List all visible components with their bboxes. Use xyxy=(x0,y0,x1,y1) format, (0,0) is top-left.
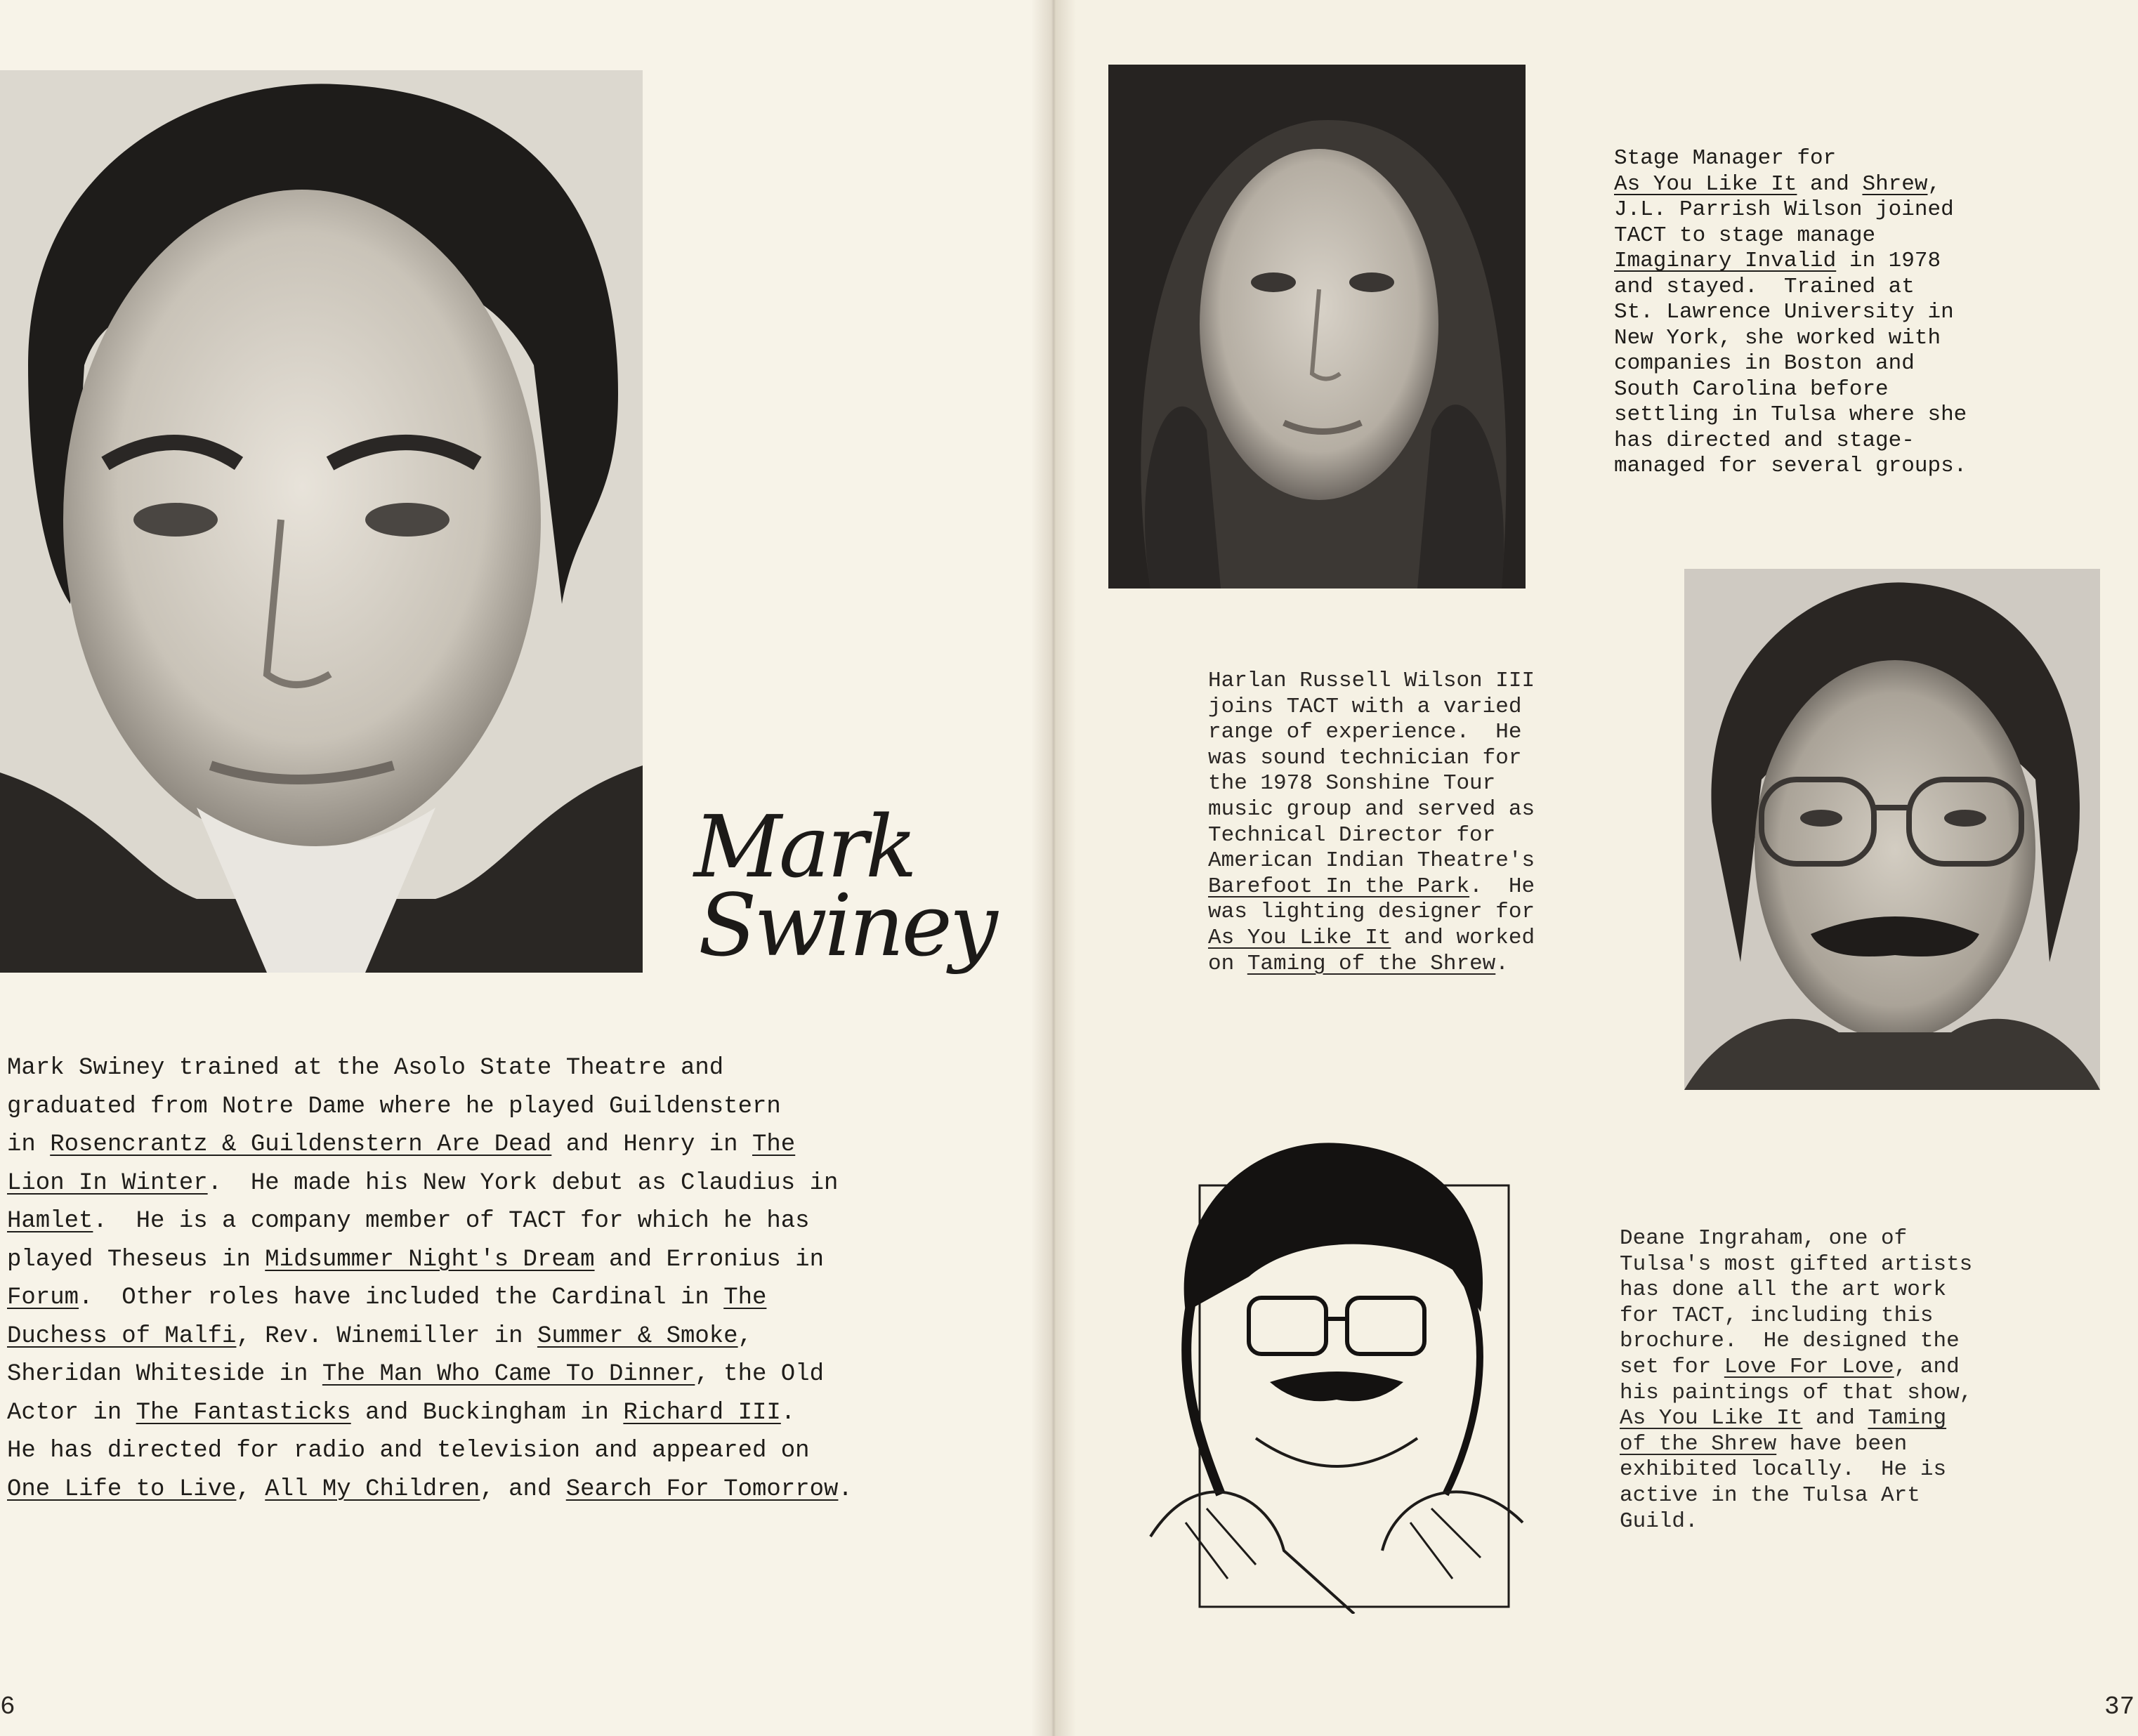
text-line xyxy=(1208,952,1535,978)
text-run: Mark Swiney trained at the Asolo State Theatre and xyxy=(7,1055,724,1081)
text-line xyxy=(7,1317,853,1356)
text-run: have been xyxy=(1776,1431,1908,1456)
text-line xyxy=(1614,454,1967,480)
title-underlined: Taming xyxy=(1868,1406,1947,1431)
text-line xyxy=(1208,874,1535,900)
text-line xyxy=(1614,197,1967,223)
text-run: played Theseus in xyxy=(7,1246,265,1273)
text-line xyxy=(1208,926,1535,952)
text-line xyxy=(7,1164,853,1203)
text-run: . xyxy=(780,1399,796,1426)
text-run: his paintings of that show, xyxy=(1620,1380,1973,1405)
title-underlined: Love For Love xyxy=(1724,1354,1894,1379)
text-run: , the Old xyxy=(695,1361,825,1388)
text-line xyxy=(1614,146,1967,172)
text-line xyxy=(7,1394,853,1433)
text-run: in xyxy=(7,1131,51,1158)
text-run: set for xyxy=(1620,1354,1724,1379)
text-line xyxy=(1614,300,1967,326)
text-line xyxy=(1208,695,1535,721)
text-line xyxy=(1620,1277,1972,1303)
text-run: . xyxy=(1495,951,1509,976)
text-run: Stage Manager for xyxy=(1614,146,1837,171)
title-underlined: The xyxy=(752,1131,796,1158)
harlan-wilson-portrait xyxy=(1684,569,2100,1090)
deane-ingraham-sketch xyxy=(1143,1129,1528,1614)
text-run: graduated from Notre Dame where he played Guildenstern xyxy=(7,1093,781,1120)
title-underlined: Imaginary Invalid xyxy=(1614,249,1837,273)
text-run: Sheridan Whiteside in xyxy=(7,1361,322,1388)
text-run: and Henry in xyxy=(551,1131,752,1158)
title-underlined: Lion In Winter xyxy=(7,1169,208,1197)
text-line xyxy=(1208,823,1535,849)
book-gutter xyxy=(1031,0,1076,1736)
text-line xyxy=(7,1241,853,1280)
text-line xyxy=(1620,1329,1972,1355)
title-underlined: Rosencrantz & Guildenstern Are Dead xyxy=(50,1131,552,1158)
text-line xyxy=(1620,1355,1972,1381)
text-line xyxy=(7,1355,853,1394)
mark-swiney-portrait xyxy=(0,70,643,973)
text-run: was sound technician for xyxy=(1208,745,1522,770)
text-run: . He xyxy=(1469,874,1535,899)
text-run: managed for several groups. xyxy=(1614,454,1967,478)
title-underlined: As You Like It xyxy=(1614,171,1797,197)
title-underlined: Midsummer Night's Dream xyxy=(265,1246,595,1273)
page-number-right: 37 xyxy=(2104,1692,2135,1721)
text-line xyxy=(1620,1226,1972,1252)
text-line xyxy=(1614,428,1967,454)
text-run: joins TACT with a varied xyxy=(1208,694,1522,719)
text-line xyxy=(1620,1406,1972,1432)
parrish-wilson-portrait xyxy=(1108,65,1526,588)
text-run: South Carolina before xyxy=(1614,376,1889,402)
title-underlined: Richard III xyxy=(623,1399,781,1426)
text-line xyxy=(7,1049,853,1088)
text-run: music group and served as xyxy=(1208,796,1535,822)
text-run: . xyxy=(838,1475,853,1503)
title-underlined: Hamlet xyxy=(7,1208,93,1235)
text-line xyxy=(1620,1457,1972,1483)
title-underlined: All My Children xyxy=(265,1475,480,1503)
text-run: has done all the art work xyxy=(1620,1277,1947,1303)
text-run: Technical Director for xyxy=(1208,822,1496,848)
text-run: in 1978 xyxy=(1836,249,1941,273)
text-line xyxy=(1208,746,1535,772)
text-line xyxy=(1614,172,1967,198)
title-underlined: As You Like It xyxy=(1620,1406,1803,1431)
title-underlined: The Fantasticks xyxy=(136,1399,351,1426)
text-run: American Indian Theatre's xyxy=(1208,848,1535,874)
text-line xyxy=(1614,377,1967,403)
text-run: and Buckingham in xyxy=(350,1399,624,1426)
text-line xyxy=(1620,1432,1972,1458)
text-run: and stayed. Trained at xyxy=(1614,274,1915,299)
text-run: companies in Boston and xyxy=(1614,351,1915,376)
title-underlined: The xyxy=(723,1284,767,1311)
title-underlined: One Life to Live xyxy=(7,1475,237,1503)
text-line xyxy=(7,1432,853,1471)
text-line xyxy=(1614,249,1967,275)
text-run: and xyxy=(1802,1406,1868,1431)
title-underlined: As You Like It xyxy=(1208,925,1391,950)
parrish-wilson-bio xyxy=(1614,146,1967,480)
text-run: on xyxy=(1208,951,1247,976)
text-run: was lighting designer for xyxy=(1208,900,1535,925)
text-run: Harlan Russell Wilson III xyxy=(1208,669,1535,693)
deane-ingraham-bio xyxy=(1620,1226,1972,1534)
text-line xyxy=(1614,223,1967,249)
title-underlined: The Man Who Came To Dinner xyxy=(322,1361,695,1388)
mark-swiney-name xyxy=(694,797,995,975)
text-run: Guild. xyxy=(1620,1508,1698,1534)
text-run: Tulsa's most gifted artists xyxy=(1620,1251,1973,1277)
text-run: for TACT, including this xyxy=(1620,1303,1934,1328)
text-run: St. Lawrence University in xyxy=(1614,300,1954,324)
text-line xyxy=(7,1088,853,1126)
text-line xyxy=(7,1279,853,1317)
text-run: Deane Ingraham, one of xyxy=(1620,1226,1908,1251)
text-line xyxy=(1620,1252,1972,1278)
text-run: New York, she worked with xyxy=(1614,325,1941,350)
title-underlined: of the Shrew xyxy=(1620,1431,1777,1456)
text-run: J.L. Parrish Wilson joined xyxy=(1614,197,1954,222)
text-run: exhibited locally. He is xyxy=(1620,1457,1947,1482)
text-line xyxy=(1208,771,1535,797)
text-run: , xyxy=(1927,171,1941,197)
title-underlined: Taming of the Shrew xyxy=(1247,951,1496,976)
text-line xyxy=(1620,1509,1972,1535)
text-line xyxy=(1614,351,1967,377)
text-line xyxy=(7,1202,853,1241)
title-underlined: Forum xyxy=(7,1284,79,1311)
text-run: , and xyxy=(480,1475,566,1503)
text-run: Actor in xyxy=(7,1399,136,1426)
title-underlined: Shrew xyxy=(1862,171,1928,197)
title-underlined: Duchess of Malfi xyxy=(7,1322,237,1350)
text-run: the 1978 Sonshine Tour xyxy=(1208,771,1496,796)
text-run: He has directed for radio and television and appeared on xyxy=(7,1438,810,1464)
text-line xyxy=(1208,669,1535,695)
text-run: , xyxy=(737,1322,752,1350)
text-run: , and xyxy=(1894,1354,1960,1379)
text-line xyxy=(1208,797,1535,823)
text-run: . He is a company member of TACT for which he has xyxy=(93,1208,810,1235)
name-last: Swiney xyxy=(698,876,995,975)
text-run: and xyxy=(1797,171,1863,197)
text-line xyxy=(1620,1303,1972,1329)
text-line xyxy=(7,1471,853,1509)
text-run: , Rev. Winemiller in xyxy=(236,1322,537,1350)
text-run: active in the Tulsa Art xyxy=(1620,1482,1920,1508)
text-line xyxy=(1614,275,1967,301)
harlan-wilson-bio xyxy=(1208,669,1535,977)
text-run: has directed and stage- xyxy=(1614,428,1915,453)
text-run: brochure. He designed the xyxy=(1620,1329,1960,1354)
title-underlined: Barefoot In the Park xyxy=(1208,874,1470,899)
page-number-left: 6 xyxy=(0,1692,15,1721)
text-run: and Erronius in xyxy=(594,1246,824,1273)
text-run: and worked xyxy=(1391,925,1535,950)
text-run: TACT to stage manage xyxy=(1614,223,1876,248)
text-line xyxy=(1620,1381,1972,1407)
text-run: range of experience. He xyxy=(1208,720,1522,745)
text-line xyxy=(1208,900,1535,926)
text-line xyxy=(1614,326,1967,352)
text-line xyxy=(7,1126,853,1164)
text-run: . He made his New York debut as Claudius in xyxy=(207,1169,839,1197)
mark-swiney-bio xyxy=(7,1049,853,1508)
text-line xyxy=(1208,720,1535,746)
title-underlined: Summer & Smoke xyxy=(537,1322,738,1350)
text-run: . Other roles have included the Cardinal in xyxy=(79,1284,724,1311)
name-first: Mark xyxy=(694,797,914,897)
text-run: settling in Tulsa where she xyxy=(1614,402,1967,427)
text-run: , xyxy=(236,1475,265,1503)
text-line xyxy=(1208,848,1535,874)
text-line xyxy=(1614,402,1967,428)
text-line xyxy=(1620,1483,1972,1509)
title-underlined: Search For Tomorrow xyxy=(565,1475,839,1503)
